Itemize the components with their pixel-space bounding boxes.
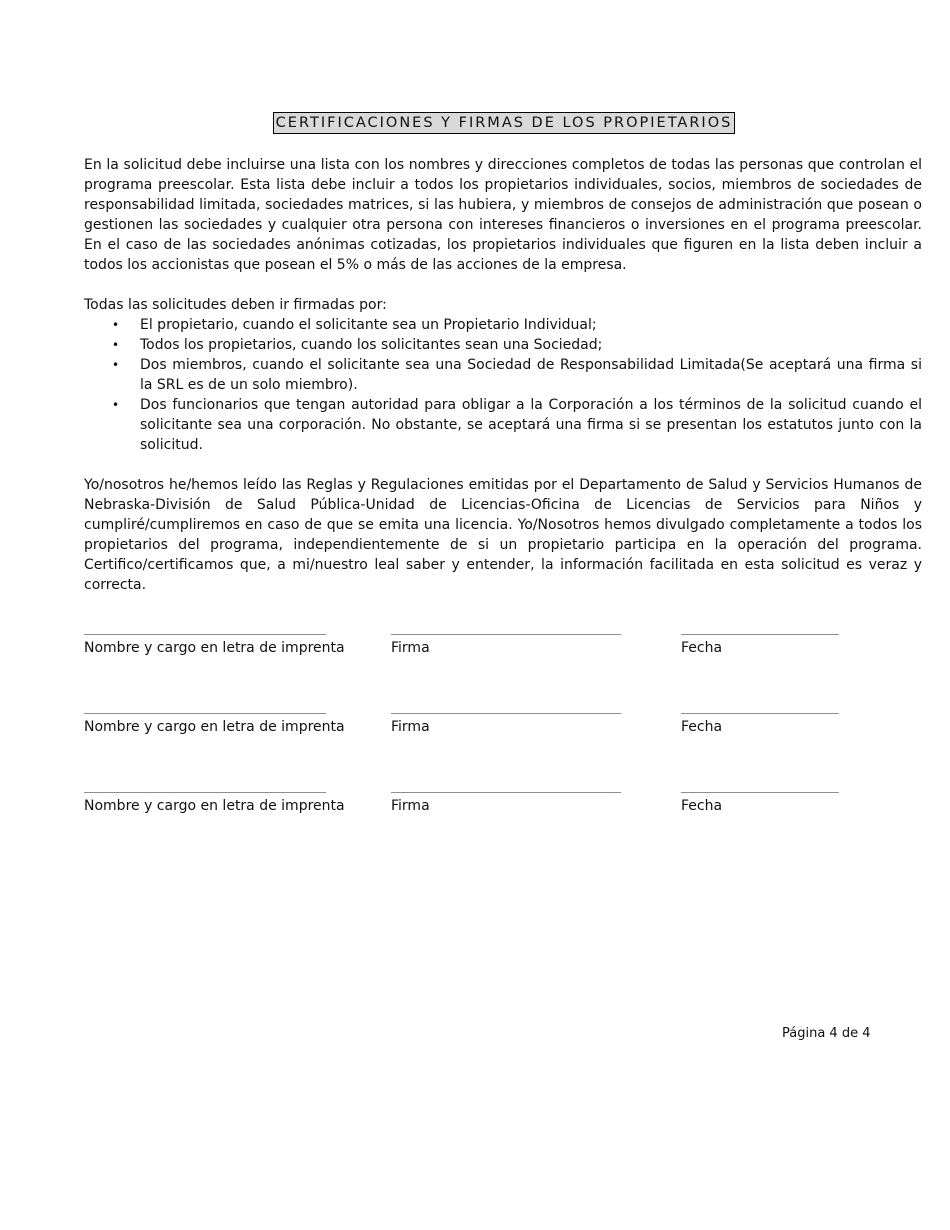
signature-label: Firma — [391, 798, 430, 814]
name-label: Nombre y cargo en letra de imprenta — [84, 798, 345, 814]
list-item-text: Dos miembros, cuando el solicitante sea una Sociedad de Responsabilidad Limitada(Se aceptará una firma si la SRL es de un solo miembro). — [140, 357, 922, 393]
list-item-text: El propietario, cuando el solicitante sea un Propietario Individual; — [140, 317, 597, 333]
bullet-icon: • — [112, 358, 120, 372]
bullet-icon: • — [112, 398, 120, 412]
name-signature-line[interactable]: ________________________________________ — [84, 621, 325, 635]
signature-line[interactable]: ______________________________________ — [391, 700, 620, 714]
signature-label: Firma — [391, 640, 430, 656]
signature-field[interactable] — [391, 618, 655, 658]
bullet-icon: • — [112, 338, 120, 352]
signers-intro: Todas las solicitudes deben ir firmadas por: — [84, 297, 387, 313]
list-item — [84, 335, 922, 355]
signature-label: Firma — [391, 719, 430, 735]
signature-line[interactable]: ______________________________________ — [391, 779, 620, 793]
owners-list-paragraph: En la solicitud debe incluirse una lista con los nombres y direcciones completos de todas las personas que controlan el programa preescolar. Esta lista debe incluir a todos los propietarios individuales, socios, miembros de sociedades de responsabilidad limitada, sociedades matrices, si las hubiera, y miembros de consejos de administración que posean o gestionen las sociedades y cualquier otra persona con intereses financieros o inversiones en el programa preescolar. En el caso de las sociedades anónimas cotizadas, los propietarios individuales que figuren en la lista deben incluir a todos los accionistas que posean el 5% o más de las acciones de la empresa. — [84, 157, 922, 273]
name-label: Nombre y cargo en letra de imprenta — [84, 719, 345, 735]
list-item-text: Todos los propietarios, cuando los solicitantes sean una Sociedad; — [140, 337, 603, 353]
name-field[interactable] — [84, 776, 364, 816]
name-field[interactable] — [84, 697, 364, 737]
bullet-icon: • — [112, 318, 120, 332]
date-field[interactable] — [681, 618, 861, 658]
date-line[interactable]: __________________________ — [681, 779, 838, 793]
spacer — [84, 455, 922, 475]
name-signature-line[interactable]: ________________________________________ — [84, 700, 325, 714]
date-line[interactable]: __________________________ — [681, 700, 838, 714]
document-body — [84, 155, 922, 595]
date-label: Fecha — [681, 719, 723, 735]
list-item-text: Dos funcionarios que tengan autoridad para obligar a la Corporación a los términos de la solicitud cuando el solicitante sea una corporación. No obstante, se aceptará una firma si se presentan los estatutos junto con la solicitud. — [140, 397, 922, 453]
page-title: CERTIFICACIONES Y FIRMAS DE LOS PROPIETARIOS — [273, 112, 736, 134]
signature-line[interactable]: ______________________________________ — [391, 621, 620, 635]
name-field[interactable] — [84, 618, 364, 658]
list-item — [84, 315, 922, 335]
list-item — [84, 395, 922, 455]
signature-row — [84, 697, 884, 741]
date-label: Fecha — [681, 640, 723, 656]
date-line[interactable]: __________________________ — [681, 621, 838, 635]
date-field[interactable] — [681, 776, 861, 816]
title-container — [0, 112, 950, 134]
list-item — [84, 355, 922, 395]
date-field[interactable] — [681, 697, 861, 737]
certification-paragraph: Yo/nosotros he/hemos leído las Reglas y Regulaciones emitidas por el Departamento de Salud y Servicios Humanos de Nebraska-División de Salud Pública-Unidad de Licencias-Oficina de Licencias de Servicios para Niños y cumpliré/cumpliremos en caso de que se emita una licencia. Yo/Nosotros hemos divulgado completamente a todos los propietarios del programa, independientemente de si un propietario participa en la operación del programa. Certifico/certificamos que, a mi/nuestro leal saber y entender, la información facilitada en esta solicitud es veraz y correcta. — [84, 477, 922, 593]
signers-list — [84, 315, 922, 455]
signature-row — [84, 776, 884, 820]
name-label: Nombre y cargo en letra de imprenta — [84, 640, 345, 656]
signature-field[interactable] — [391, 697, 655, 737]
spacer — [84, 275, 922, 295]
page-number: Página 4 de 4 — [782, 1026, 871, 1041]
signature-field[interactable] — [391, 776, 655, 816]
signature-row — [84, 618, 884, 662]
date-label: Fecha — [681, 798, 723, 814]
name-signature-line[interactable]: ________________________________________ — [84, 779, 325, 793]
